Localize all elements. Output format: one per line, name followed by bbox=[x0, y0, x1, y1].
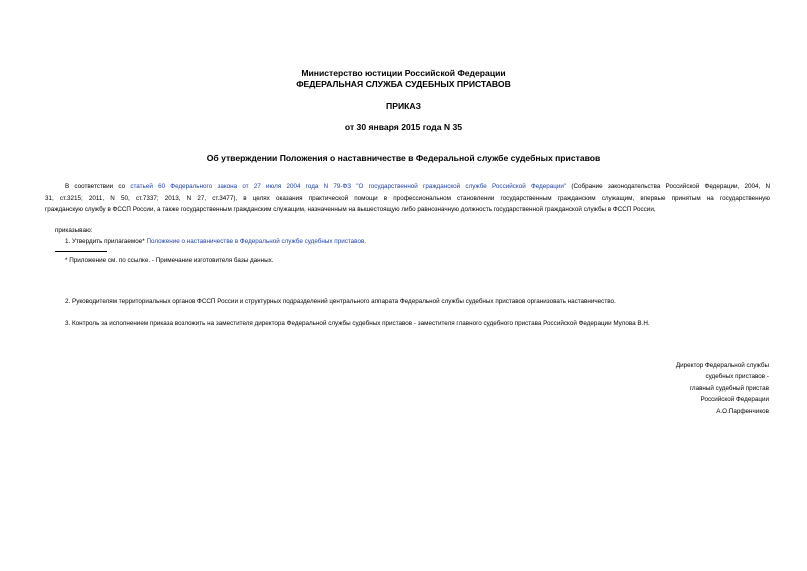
regulation-link[interactable]: Положение о наставничестве в Федеральной службе судебных приставов bbox=[146, 238, 365, 245]
signature-line-2: судебных приставов - bbox=[705, 373, 769, 381]
intro-line-2: 31, ст.3215; 2011, N 50, ст.7337; 2013, N 27, ст.3477), в целях оказания практической помощи в профессиональном становлении государственным гражданским служащим, впервые принятым на государственную bbox=[45, 194, 770, 202]
order-item-3: 3. Контроль за исполнением приказа возложить на заместителя директора Федеральной службы судебных приставов - заместителя главного судебного пристава Российской Федерации Мулова В.Н. bbox=[65, 320, 650, 327]
signatory-name: А.О.Парфенчиков bbox=[716, 407, 769, 415]
signature-block bbox=[569, 360, 769, 417]
order-item-1 bbox=[65, 236, 780, 248]
intro-line1-rest: (Собрание законодательства Российской Федерации, 2004, N bbox=[566, 183, 770, 190]
signature-line-4: Российской Федерации bbox=[700, 396, 769, 404]
footnote-divider bbox=[55, 251, 107, 252]
intro-line-3: гражданскую службу в ФССП России, а также государственным гражданским служащим, назначенным на вышестоящую либо равнозначную должность государственной гражданской службы в ФССП России, bbox=[45, 206, 656, 213]
service-name: ФЕДЕРАЛЬНАЯ СЛУЖБА СУДЕБНЫХ ПРИСТАВОВ bbox=[296, 79, 511, 89]
intro-paragraph bbox=[45, 181, 770, 216]
item1-prefix: 1. Утвердить прилагаемое* bbox=[65, 238, 147, 245]
order-item-2: 2. Руководителям территориальных органов ФССП России и структурных подразделений центрального аппарата Федеральной службы судебных приставов организовать наставничество. bbox=[65, 298, 616, 305]
orders-word: приказываю: bbox=[55, 227, 93, 234]
footnote-text: * Приложение см. по ссылке. - Примечание изготовителя базы данных. bbox=[65, 257, 274, 264]
ministry-name: Министерство юстиции Российской Федерации bbox=[301, 68, 506, 78]
order-type: ПРИКАЗ bbox=[386, 101, 421, 111]
signature-line-1: Директор Федеральной службы bbox=[675, 362, 769, 369]
federal-law-link[interactable]: статьей 60 Федерального закона от 27 июля 2004 года N 79-ФЗ "О государственной гражданской службе Российской Федерации" bbox=[130, 183, 567, 190]
document-header bbox=[0, 68, 807, 90]
document-title: Об утверждении Положения о наставничестве в Федеральной службе судебных приставов bbox=[206, 153, 601, 163]
intro-prefix: В соответствии со bbox=[65, 183, 131, 190]
item1-suffix: . bbox=[364, 238, 367, 245]
intro-line-1 bbox=[55, 181, 770, 193]
signature-line-3: главный судебный пристав bbox=[689, 384, 769, 392]
order-date: от 30 января 2015 года N 35 bbox=[344, 122, 463, 132]
